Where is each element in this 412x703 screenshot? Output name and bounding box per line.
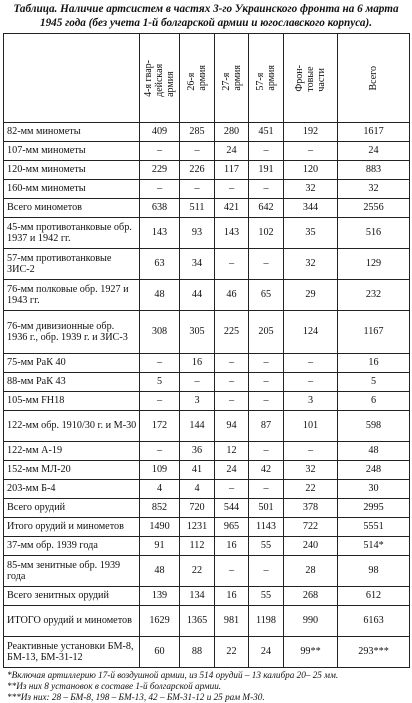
value-cell: 514*	[338, 537, 410, 556]
value-cell: 44	[180, 280, 215, 311]
row-label: 85-мм зенитные обр. 1939 года	[4, 556, 140, 587]
value-cell: –	[249, 480, 284, 499]
value-cell: 722	[284, 518, 338, 537]
row-label: 75-мм РаК 40	[4, 354, 140, 373]
value-cell: 1198	[249, 606, 284, 637]
value-cell: 720	[180, 499, 215, 518]
value-cell: 28	[284, 556, 338, 587]
value-cell: 192	[284, 123, 338, 142]
table-row	[4, 442, 410, 461]
row-label: 122-мм обр. 1910/30 г. и М-30	[4, 411, 140, 442]
value-cell: 205	[249, 311, 284, 354]
value-cell: 240	[284, 537, 338, 556]
footnote: *Включая артиллерию 17-й воздушной армии, из 514 орудий – 13 калибра 20– 25 мм.	[7, 670, 339, 680]
table-row	[4, 461, 410, 480]
value-cell: 4	[140, 480, 180, 499]
value-cell: 1490	[140, 518, 180, 537]
value-cell: –	[249, 180, 284, 199]
value-cell: 46	[215, 280, 249, 311]
value-cell: 981	[215, 606, 249, 637]
value-cell: –	[215, 480, 249, 499]
header-cell-27th-army: 27-я армия	[215, 34, 249, 123]
row-label: 37-мм обр. 1939 года	[4, 537, 140, 556]
value-cell: 120	[284, 161, 338, 180]
table-row	[4, 373, 410, 392]
value-cell: 24	[338, 142, 410, 161]
value-cell: 1231	[180, 518, 215, 537]
value-cell: 172	[140, 411, 180, 442]
row-label: Всего зенитных орудий	[4, 587, 140, 606]
value-cell: 1167	[338, 311, 410, 354]
value-cell: 16	[180, 354, 215, 373]
footnotes	[3, 668, 409, 703]
row-label: 107-мм минометы	[4, 142, 140, 161]
row-label: 160-мм минометы	[4, 180, 140, 199]
header-cell-57th-army: 57-я армия	[249, 34, 284, 123]
value-cell: –	[249, 354, 284, 373]
value-cell: 378	[284, 499, 338, 518]
value-cell: 5	[338, 373, 410, 392]
header-cell-front-units: Фрон- товые части	[284, 34, 338, 123]
value-cell: 16	[338, 354, 410, 373]
value-cell: 42	[249, 461, 284, 480]
value-cell: 93	[180, 218, 215, 249]
value-cell: 308	[140, 311, 180, 354]
value-cell: –	[140, 142, 180, 161]
row-label: ИТОГО орудий и минометов	[4, 606, 140, 637]
value-cell: 36	[180, 442, 215, 461]
value-cell: 6163	[338, 606, 410, 637]
value-cell: –	[215, 373, 249, 392]
value-cell: 344	[284, 199, 338, 218]
table-row	[4, 518, 410, 537]
value-cell: 41	[180, 461, 215, 480]
artillery-table	[3, 33, 410, 668]
value-cell: 6	[338, 392, 410, 411]
value-cell: 280	[215, 123, 249, 142]
value-cell: –	[140, 442, 180, 461]
value-cell: –	[215, 556, 249, 587]
row-label: Реактивные установки БМ-8, БМ-13, БМ-31-12	[4, 637, 140, 668]
value-cell: 98	[338, 556, 410, 587]
value-cell: 139	[140, 587, 180, 606]
value-cell: 29	[284, 280, 338, 311]
header-cell-empty	[4, 34, 140, 123]
value-cell: 60	[140, 637, 180, 668]
value-cell: 1365	[180, 606, 215, 637]
row-label: 76-мм дивизионные обр. 1936 г., обр. 1939 г. и ЗИС-3	[4, 311, 140, 354]
value-cell: 34	[180, 249, 215, 280]
value-cell: 598	[338, 411, 410, 442]
value-cell: –	[249, 442, 284, 461]
value-cell: 24	[215, 461, 249, 480]
value-cell: 226	[180, 161, 215, 180]
table-row	[4, 587, 410, 606]
value-cell: 612	[338, 587, 410, 606]
table-row	[4, 180, 410, 199]
value-cell: –	[140, 392, 180, 411]
value-cell: 1617	[338, 123, 410, 142]
table-row	[4, 392, 410, 411]
value-cell: 48	[140, 280, 180, 311]
row-label: 45-мм противотанковые обр. 1937 и 1942 гг.	[4, 218, 140, 249]
header-row	[4, 34, 410, 123]
value-cell: –	[140, 180, 180, 199]
value-cell: –	[180, 180, 215, 199]
row-label: 122-мм А-19	[4, 442, 140, 461]
value-cell: 32	[284, 461, 338, 480]
table-body	[4, 123, 410, 668]
value-cell: –	[215, 180, 249, 199]
value-cell: 55	[249, 537, 284, 556]
value-cell: 88	[180, 637, 215, 668]
value-cell: 5551	[338, 518, 410, 537]
value-cell: –	[215, 354, 249, 373]
value-cell: 1629	[140, 606, 180, 637]
value-cell: 129	[338, 249, 410, 280]
value-cell: –	[180, 373, 215, 392]
value-cell: –	[215, 392, 249, 411]
value-cell: 117	[215, 161, 249, 180]
value-cell: –	[140, 354, 180, 373]
value-cell: 3	[180, 392, 215, 411]
table-row	[4, 411, 410, 442]
table-row	[4, 637, 410, 668]
table-row	[4, 499, 410, 518]
value-cell: 91	[140, 537, 180, 556]
value-cell: 24	[249, 637, 284, 668]
value-cell: 22	[215, 637, 249, 668]
value-cell: 642	[249, 199, 284, 218]
value-cell: 2556	[338, 199, 410, 218]
value-cell: –	[215, 249, 249, 280]
value-cell: 990	[284, 606, 338, 637]
row-label: 120-мм минометы	[4, 161, 140, 180]
header-cell-total: Всего	[338, 34, 410, 123]
row-label: Всего орудий	[4, 499, 140, 518]
value-cell: 16	[215, 587, 249, 606]
value-cell: 32	[284, 249, 338, 280]
row-label: 82-мм минометы	[4, 123, 140, 142]
value-cell: 99**	[284, 637, 338, 668]
row-label: 105-мм FH18	[4, 392, 140, 411]
value-cell: 24	[215, 142, 249, 161]
value-cell: 134	[180, 587, 215, 606]
value-cell: 2995	[338, 499, 410, 518]
value-cell: 248	[338, 461, 410, 480]
value-cell: 144	[180, 411, 215, 442]
header-cell-26th-army: 26-я армия	[180, 34, 215, 123]
value-cell: 965	[215, 518, 249, 537]
value-cell: 112	[180, 537, 215, 556]
value-cell: 5	[140, 373, 180, 392]
value-cell: 143	[215, 218, 249, 249]
table-row	[4, 142, 410, 161]
value-cell: 293***	[338, 637, 410, 668]
value-cell: 30	[338, 480, 410, 499]
value-cell: 883	[338, 161, 410, 180]
header-cell-4th-guards-army: 4-я гвар- дейская армия	[140, 34, 180, 123]
value-cell: –	[249, 392, 284, 411]
value-cell: 94	[215, 411, 249, 442]
value-cell: 451	[249, 123, 284, 142]
row-label: 57-мм противотанковые ЗИС-2	[4, 249, 140, 280]
value-cell: 22	[284, 480, 338, 499]
value-cell: 32	[284, 180, 338, 199]
value-cell: 544	[215, 499, 249, 518]
row-label: 203-мм Б-4	[4, 480, 140, 499]
value-cell: –	[249, 373, 284, 392]
value-cell: 143	[140, 218, 180, 249]
value-cell: 32	[338, 180, 410, 199]
value-cell: –	[284, 373, 338, 392]
value-cell: –	[180, 142, 215, 161]
value-cell: 229	[140, 161, 180, 180]
value-cell: 225	[215, 311, 249, 354]
value-cell: 22	[180, 556, 215, 587]
value-cell: 101	[284, 411, 338, 442]
value-cell: –	[249, 556, 284, 587]
value-cell: 48	[140, 556, 180, 587]
value-cell: 16	[215, 537, 249, 556]
row-label: Всего минометов	[4, 199, 140, 218]
value-cell: 102	[249, 218, 284, 249]
footnote: ***Из них: 28 – БМ-8, 198 – БМ-13, 42 – БМ-31-12 и 25 рам М-30.	[7, 692, 265, 702]
value-cell: 55	[249, 587, 284, 606]
value-cell: 511	[180, 199, 215, 218]
value-cell: 268	[284, 587, 338, 606]
value-cell: 65	[249, 280, 284, 311]
value-cell: 232	[338, 280, 410, 311]
value-cell: 501	[249, 499, 284, 518]
row-label: 76-мм полковые обр. 1927 и 1943 гг.	[4, 280, 140, 311]
value-cell: 63	[140, 249, 180, 280]
table-caption: Таблица. Наличие артсистем в частях 3-го Украинского фронта на 6 марта 1945 года (без учета 1-й болгарской армии и югославского корпуса).	[13, 3, 399, 29]
value-cell: 516	[338, 218, 410, 249]
table-row	[4, 199, 410, 218]
table-row	[4, 280, 410, 311]
table-row	[4, 480, 410, 499]
table-row	[4, 161, 410, 180]
value-cell: –	[284, 142, 338, 161]
value-cell: 3	[284, 392, 338, 411]
row-label: 88-мм РаК 43	[4, 373, 140, 392]
value-cell: 409	[140, 123, 180, 142]
value-cell: 12	[215, 442, 249, 461]
value-cell: 4	[180, 480, 215, 499]
table-row	[4, 123, 410, 142]
row-label: Итого орудий и минометов	[4, 518, 140, 537]
value-cell: 124	[284, 311, 338, 354]
table-row	[4, 354, 410, 373]
value-cell: 305	[180, 311, 215, 354]
value-cell: –	[249, 142, 284, 161]
table-row	[4, 537, 410, 556]
value-cell: 285	[180, 123, 215, 142]
value-cell: 852	[140, 499, 180, 518]
row-label: 152-мм МЛ-20	[4, 461, 140, 480]
value-cell: 35	[284, 218, 338, 249]
table-row	[4, 556, 410, 587]
table-row	[4, 606, 410, 637]
value-cell: –	[249, 249, 284, 280]
value-cell: 48	[338, 442, 410, 461]
value-cell: 421	[215, 199, 249, 218]
value-cell: 638	[140, 199, 180, 218]
table-row	[4, 218, 410, 249]
table-row	[4, 249, 410, 280]
value-cell: –	[284, 442, 338, 461]
value-cell: 109	[140, 461, 180, 480]
value-cell: –	[284, 354, 338, 373]
value-cell: 191	[249, 161, 284, 180]
table-row	[4, 311, 410, 354]
footnote: **Из них 8 установок в составе 1-й болгарской армии.	[7, 681, 222, 691]
value-cell: 1143	[249, 518, 284, 537]
value-cell: 87	[249, 411, 284, 442]
